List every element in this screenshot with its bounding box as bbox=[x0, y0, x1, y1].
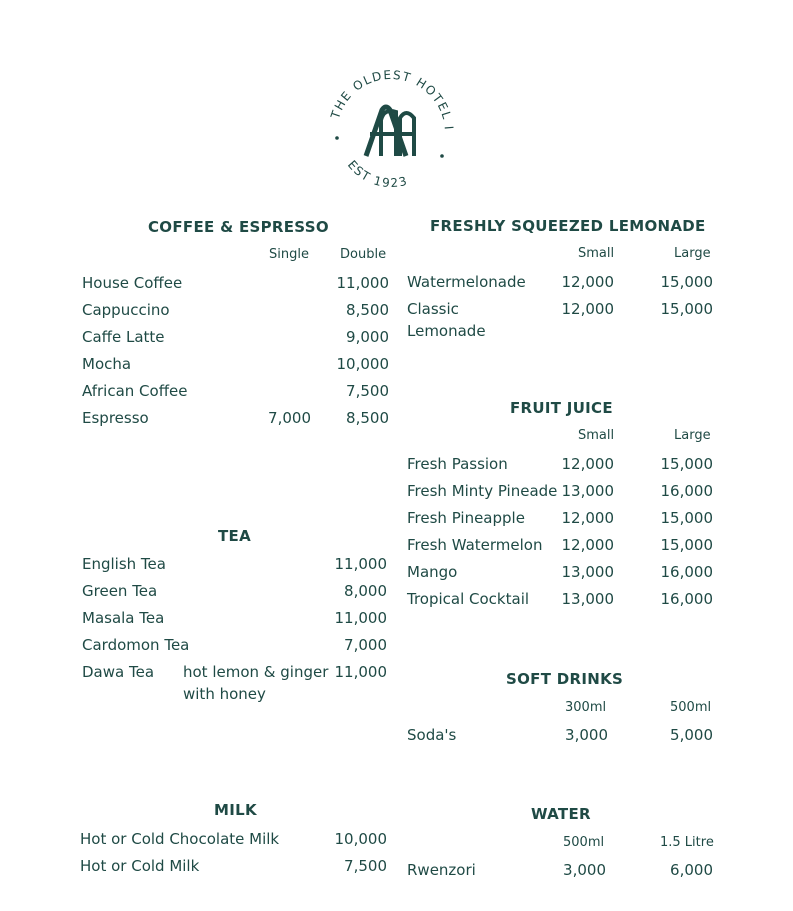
tea-section-title: TEA bbox=[218, 527, 251, 545]
milk-item-price: 10,000 bbox=[334, 830, 387, 848]
tea-item-price: 8,000 bbox=[344, 582, 387, 600]
water-section-title: WATER bbox=[531, 805, 591, 823]
soft-drinks-section-title: SOFT DRINKS bbox=[506, 670, 624, 688]
juice-item-large: 16,000 bbox=[660, 563, 713, 581]
tea-item-description: hot lemon & ginger bbox=[183, 663, 329, 681]
soft-item-name: Soda's bbox=[407, 726, 457, 744]
coffee-item-double: 11,000 bbox=[336, 274, 389, 292]
juice-item-small: 12,000 bbox=[561, 455, 614, 473]
svg-text:EST 1923: EST 1923 bbox=[344, 157, 410, 191]
milk-item-price: 7,500 bbox=[344, 857, 387, 875]
juice-item-large: 16,000 bbox=[660, 482, 713, 500]
juice-item-small: 13,000 bbox=[561, 590, 614, 608]
juice-col-large: Large bbox=[674, 428, 711, 443]
svg-text:THE OLDEST HOTEL IN UGANDA: THE OLDEST HOTEL I bbox=[328, 68, 456, 132]
coffee-col-single: Single bbox=[269, 247, 309, 262]
tea-item-name: English Tea bbox=[82, 555, 166, 573]
coffee-col-double: Double bbox=[340, 247, 387, 262]
water-col-large: 1.5 Litre bbox=[660, 835, 714, 850]
lemonade-col-small: Small bbox=[578, 246, 615, 261]
water-item-small: 3,000 bbox=[563, 861, 606, 879]
juice-item-small: 13,000 bbox=[561, 482, 614, 500]
juice-item-large: 15,000 bbox=[660, 536, 713, 554]
lemonade-item-large: 15,000 bbox=[660, 300, 713, 318]
juice-item-large: 15,000 bbox=[660, 509, 713, 527]
tea-item-name: Masala Tea bbox=[82, 609, 165, 627]
tea-item-price: 11,000 bbox=[334, 555, 387, 573]
coffee-item-name: House Coffee bbox=[82, 274, 183, 292]
coffee-item-double: 7,500 bbox=[346, 382, 389, 400]
coffee-item-name: Espresso bbox=[82, 409, 149, 427]
milk-section-title: MILK bbox=[214, 801, 257, 819]
juice-item-small: 12,000 bbox=[561, 509, 614, 527]
lemonade-item-small: 12,000 bbox=[561, 300, 614, 318]
soft-col-small: 300ml bbox=[565, 700, 607, 715]
juice-item-small: 13,000 bbox=[561, 563, 614, 581]
soft-item-small: 3,000 bbox=[565, 726, 608, 744]
juice-item-name: Fresh Pineapple bbox=[407, 509, 525, 527]
tea-item-price: 11,000 bbox=[334, 609, 387, 627]
tea-item-price: 11,000 bbox=[334, 663, 387, 681]
tea-item-name: Green Tea bbox=[82, 582, 158, 600]
coffee-item-name: African Coffee bbox=[82, 382, 188, 400]
juice-item-name: Tropical Cocktail bbox=[407, 590, 530, 608]
juice-section-title: FRUIT JUICE bbox=[510, 399, 613, 417]
coffee-item-name: Cappuccino bbox=[82, 301, 170, 319]
water-item-name: Rwenzori bbox=[407, 861, 476, 879]
coffee-item-single: 7,000 bbox=[268, 409, 311, 427]
juice-item-name: Mango bbox=[407, 563, 458, 581]
tea-item-name: Cardomon Tea bbox=[82, 636, 190, 654]
coffee-item-name: Mocha bbox=[82, 355, 132, 373]
coffee-item-name: Caffe Latte bbox=[82, 328, 165, 346]
milk-item-name: Hot or Cold Milk bbox=[80, 857, 200, 875]
juice-item-small: 12,000 bbox=[561, 536, 614, 554]
tea-item-description-line2: with honey bbox=[183, 685, 266, 703]
soft-col-large: 500ml bbox=[670, 700, 712, 715]
water-item-large: 6,000 bbox=[670, 861, 713, 879]
coffee-section-title: COFFEE & ESPRESSO bbox=[148, 218, 329, 236]
coffee-item-double: 8,500 bbox=[346, 301, 389, 319]
lemonade-item-name: Classic bbox=[407, 300, 459, 318]
tea-item-name: Dawa Tea bbox=[82, 663, 155, 681]
lemonade-item-large: 15,000 bbox=[660, 273, 713, 291]
hotel-logo bbox=[326, 68, 456, 198]
juice-item-name: Fresh Watermelon bbox=[407, 536, 543, 554]
juice-col-small: Small bbox=[578, 428, 615, 443]
soft-item-large: 5,000 bbox=[670, 726, 713, 744]
lemonade-section-title: FRESHLY SQUEEZED LEMONADE bbox=[430, 217, 706, 235]
juice-item-name: Fresh Minty Pineade bbox=[407, 482, 558, 500]
juice-item-large: 15,000 bbox=[660, 455, 713, 473]
coffee-item-double: 10,000 bbox=[336, 355, 389, 373]
lemonade-item-name: Watermelonade bbox=[407, 273, 526, 291]
lemonade-item-name-line2: Lemonade bbox=[407, 322, 486, 340]
coffee-item-double: 8,500 bbox=[346, 409, 389, 427]
tea-item-price: 7,000 bbox=[344, 636, 387, 654]
water-col-small: 500ml bbox=[563, 835, 605, 850]
milk-item-name: Hot or Cold Chocolate Milk bbox=[80, 830, 280, 848]
lemonade-col-large: Large bbox=[674, 246, 711, 261]
lemonade-item-small: 12,000 bbox=[561, 273, 614, 291]
logo-seal bbox=[326, 68, 456, 198]
coffee-item-double: 9,000 bbox=[346, 328, 389, 346]
juice-item-name: Fresh Passion bbox=[407, 455, 508, 473]
juice-item-large: 16,000 bbox=[660, 590, 713, 608]
